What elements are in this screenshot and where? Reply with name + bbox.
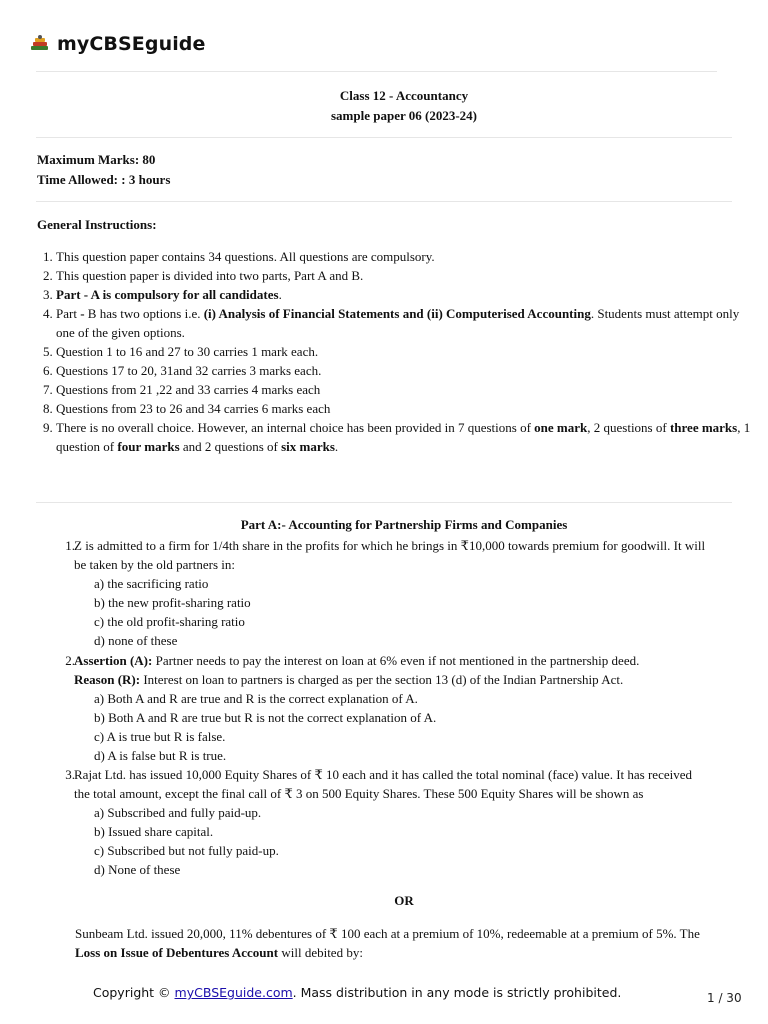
option-d: d) none of these: [94, 633, 178, 648]
alt-question-rest: will debited by:: [278, 945, 363, 960]
part-a-heading: Part A:- Accounting for Partnership Firms and Companies: [240, 517, 568, 532]
brand-name[interactable]: myCBSEguide: [57, 33, 206, 55]
instructions-list: [37, 247, 756, 456]
option-b: b) the new profit-sharing ratio: [94, 595, 251, 610]
option-a: a) Subscribed and fully paid-up.: [94, 805, 262, 820]
question-number: 3.: [65, 767, 75, 782]
question-text-line1: Z is admitted to a firm for 1/4th share in the profits for which he brings in ₹10,000 towards premium for goodwill. It will: [74, 538, 706, 553]
alt-question-bold: Loss on Issue of Debentures Account: [75, 945, 279, 960]
question-text-line1: Rajat Ltd. has issued 10,000 Equity Shares of ₹ 10 each and it has called the total nominal (face) value. It has received: [74, 767, 692, 782]
question-text-line2: the total amount, except the final call of ₹ 3 on 500 Equity Shares. These 500 Equity Shares will be shown as: [74, 786, 644, 801]
question-number: 2.: [65, 653, 75, 668]
instruction-item: 2. This question paper is divided into two parts, Part A and B.: [56, 266, 756, 285]
meta-divider: [36, 201, 732, 202]
instructions-heading: General Instructions:: [37, 217, 157, 232]
option-c: c) A is true but R is false.: [94, 729, 226, 744]
instruction-item: 3. Part - A is compulsory for all candidates.: [56, 285, 756, 304]
assertion-text: Partner needs to pay the interest on loan at 6% even if not mentioned in the partnership deed.: [152, 653, 640, 668]
question-text-line2: be taken by the old partners in:: [74, 557, 236, 572]
assertion-line: [74, 651, 639, 670]
assertion-label: Assertion (A):: [74, 653, 153, 668]
reason-text: Interest on loan to partners is charged as per the section 13 (d) of the Indian Partnership Act.: [140, 672, 624, 687]
paper-title: Class 12 - Accountancy: [339, 88, 469, 103]
footer-copyright: [93, 985, 621, 1000]
option-a: a) the sacrificing ratio: [94, 576, 209, 591]
header-divider: [36, 71, 717, 72]
option-d: d) None of these: [94, 862, 181, 877]
title-divider: [36, 137, 732, 138]
instruction-item: 7. Questions from 21 ,22 and 33 carries 4 marks each: [56, 380, 756, 399]
paper-subtitle: sample paper 06 (2023-24): [330, 108, 477, 123]
option-b: b) Issued share capital.: [94, 824, 214, 839]
question-number: 1.: [65, 538, 75, 553]
instruction-item: 1. This question paper contains 34 questions. All questions are compulsory.: [56, 247, 756, 266]
option-d: d) A is false but R is true.: [94, 748, 227, 763]
alt-question-line1: Sunbeam Ltd. issued 20,000, 11% debentures of ₹ 100 each at a premium of 10%, redeemable at a premium of 5%. The: [75, 926, 700, 941]
option-a: a) Both A and R are true and R is the correct explanation of A.: [94, 691, 418, 706]
max-marks: Maximum Marks: 80: [37, 152, 156, 167]
question-3: [61, 765, 741, 805]
option-c: c) Subscribed but not fully paid-up.: [94, 843, 279, 858]
page-number: 1 / 30: [707, 991, 742, 1005]
instruction-item: 6. Questions 17 to 20, 31and 32 carries 3 marks each.: [56, 361, 756, 380]
time-allowed: Time Allowed: : 3 hours: [37, 172, 171, 187]
footer-link[interactable]: myCBSEguide.com: [174, 985, 293, 1000]
or-label: OR: [394, 893, 414, 908]
copyright-prefix: Copyright ©: [93, 985, 175, 1000]
option-b: b) Both A and R are true but R is not the correct explanation of A.: [94, 710, 437, 725]
reason-label: Reason (R):: [74, 672, 141, 687]
reason-line: [74, 670, 623, 689]
question-1: [61, 536, 741, 576]
instruction-item: 5. Question 1 to 16 and 27 to 30 carries 1 mark each.: [56, 342, 756, 361]
alt-question-line2: [75, 943, 363, 962]
instruction-item: 4. Part - B has two options i.e. (i) Analysis of Financial Statements and (ii) Computerised Accounting. Students must attempt only one of the given options.: [56, 304, 756, 342]
instructions-divider: [36, 502, 732, 503]
instruction-item: 8. Questions from 23 to 26 and 34 carries 6 marks each: [56, 399, 756, 418]
option-c: c) the old profit-sharing ratio: [94, 614, 245, 629]
instruction-item: 9. There is no overall choice. However, an internal choice has been provided in 7 questions of one mark, 2 questions of three marks, 1 question of four marks and 2 questions of six marks.: [56, 418, 756, 456]
site-header: [26, 30, 206, 58]
question-2: [61, 651, 741, 691]
copyright-suffix: . Mass distribution in any mode is strictly prohibited.: [292, 985, 622, 1000]
logo-icon: [26, 30, 54, 58]
